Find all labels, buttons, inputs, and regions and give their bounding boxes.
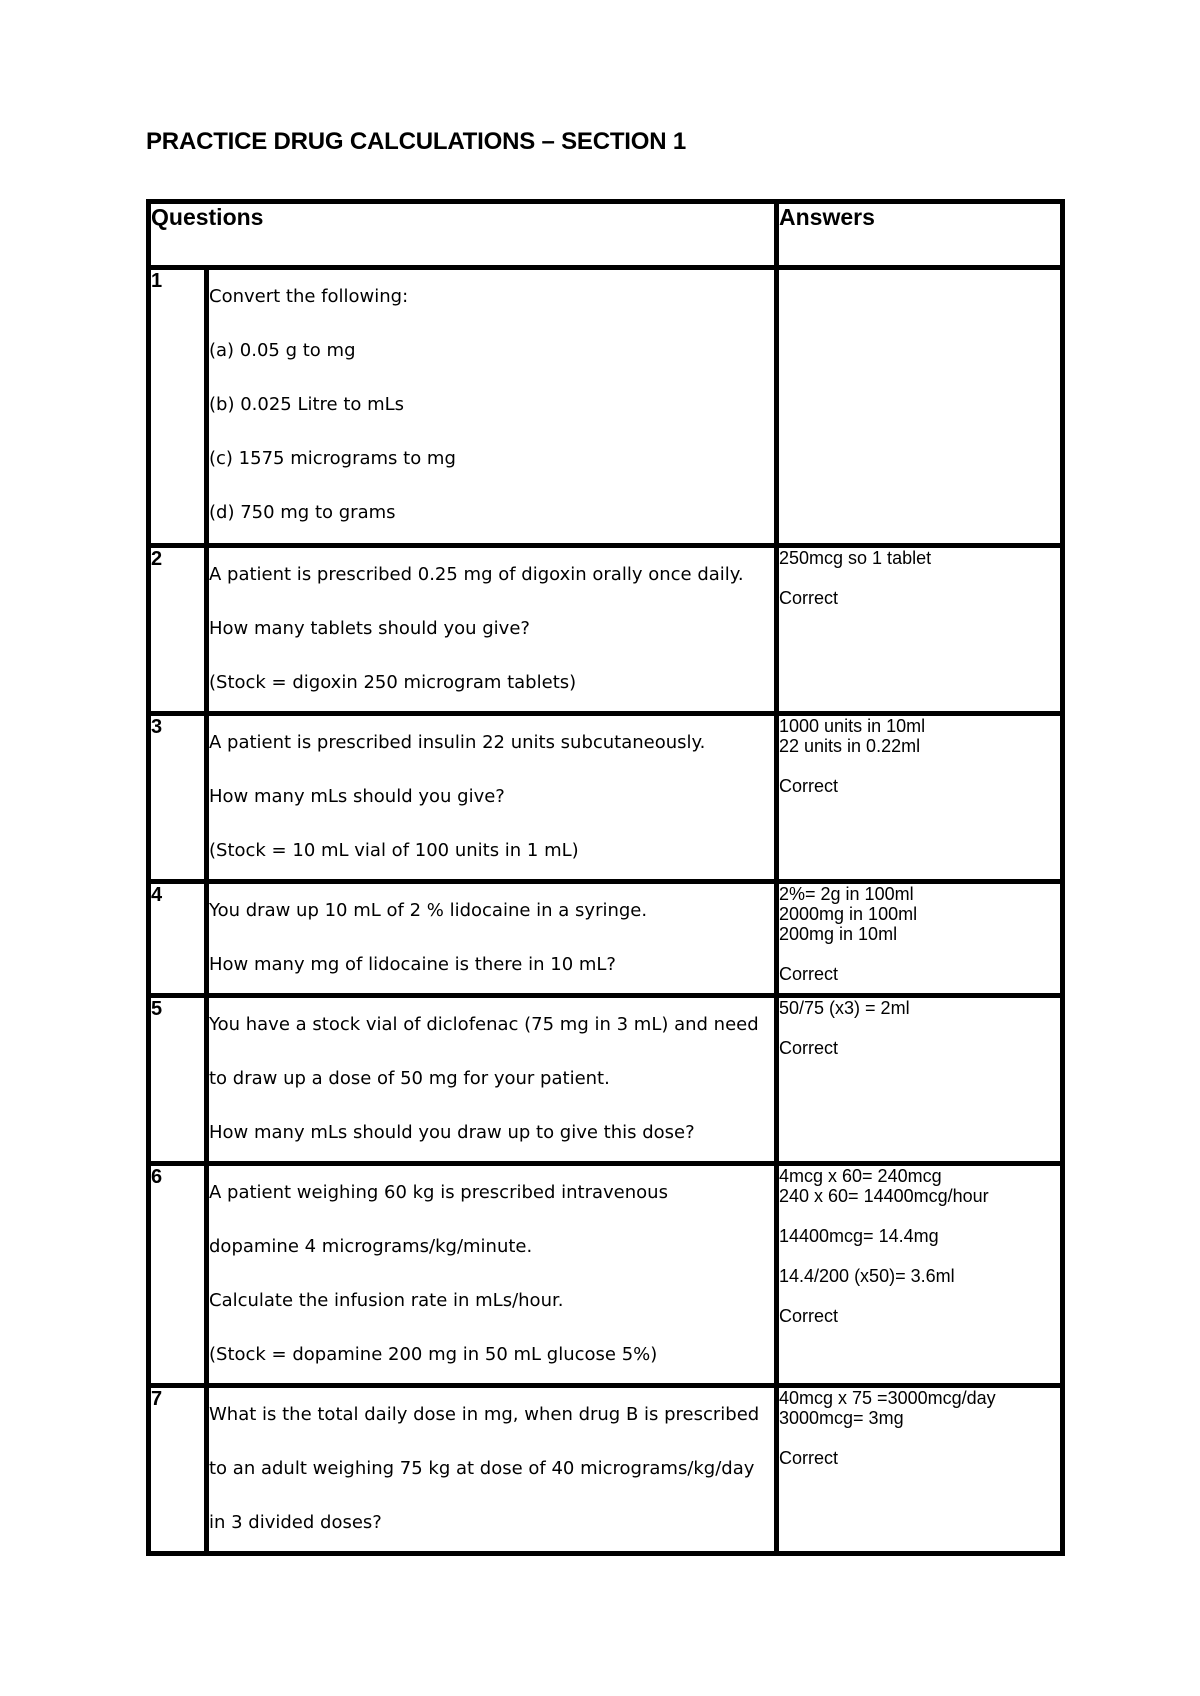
answer-cell xyxy=(777,1164,1063,1386)
question-line: How many mLs should you draw up to give this dose? xyxy=(209,1122,695,1143)
table-row xyxy=(149,882,1063,996)
question-line: You have a stock vial of diclofenac (75 mg in 3 mL) and need xyxy=(209,1014,759,1035)
question-line: (c) 1575 micrograms to mg xyxy=(209,448,456,469)
answer-line: 240 x 60= 14400mcg/hour xyxy=(779,1186,989,1206)
answers-header: Answers xyxy=(777,202,1063,268)
answer-cell xyxy=(777,996,1063,1164)
question-cell xyxy=(207,1164,777,1386)
question-cell xyxy=(207,1386,777,1554)
questions-header: Questions xyxy=(149,202,777,268)
answer-cell xyxy=(777,882,1063,996)
question-line: dopamine 4 micrograms/kg/minute. xyxy=(209,1236,533,1257)
question-number: 3 xyxy=(149,714,207,882)
question-line: How many tablets should you give? xyxy=(209,618,530,639)
answer-line: Correct xyxy=(779,588,839,608)
question-cell xyxy=(207,882,777,996)
answer-line: 14.4/200 (x50)= 3.6ml xyxy=(779,1266,955,1286)
question-line: Calculate the infusion rate in mLs/hour. xyxy=(209,1290,564,1311)
answer-line: Correct xyxy=(779,1448,839,1468)
question-line: to draw up a dose of 50 mg for your patient. xyxy=(209,1068,610,1089)
answer-line: 4mcg x 60= 240mcg xyxy=(779,1166,942,1186)
question-line: (Stock = dopamine 200 mg in 50 mL glucose 5%) xyxy=(209,1344,658,1365)
question-line: How many mg of lidocaine is there in 10 mL? xyxy=(209,954,616,975)
question-line: Convert the following: xyxy=(209,286,409,307)
question-cell xyxy=(207,996,777,1164)
question-line: (d) 750 mg to grams xyxy=(209,502,396,523)
answer-cell xyxy=(777,546,1063,714)
header-row xyxy=(149,202,1063,268)
answer-line: Correct xyxy=(779,776,839,796)
answer-line: 40mcg x 75 =3000mcg/day xyxy=(779,1388,996,1408)
question-number: 7 xyxy=(149,1386,207,1554)
questions-table xyxy=(146,199,1065,1556)
answer-cell xyxy=(777,268,1063,546)
question-line: What is the total daily dose in mg, when drug B is prescribed xyxy=(209,1404,760,1425)
question-number: 2 xyxy=(149,546,207,714)
page-title: PRACTICE DRUG CALCULATIONS – SECTION 1 xyxy=(146,128,686,155)
answer-line: 50/75 (x3) = 2ml xyxy=(779,998,910,1018)
table-row xyxy=(149,1164,1063,1386)
answer-line: 22 units in 0.22ml xyxy=(779,736,921,756)
answer-line: 2%= 2g in 100ml xyxy=(779,884,914,904)
question-line: (Stock = digoxin 250 microgram tablets) xyxy=(209,672,577,693)
question-number: 4 xyxy=(149,882,207,996)
table-row xyxy=(149,546,1063,714)
answer-line: 250mcg so 1 tablet xyxy=(779,548,932,568)
table-row xyxy=(149,714,1063,882)
question-line: A patient is prescribed insulin 22 units subcutaneously. xyxy=(209,732,706,753)
question-line: to an adult weighing 75 kg at dose of 40 micrograms/kg/day xyxy=(209,1458,755,1479)
question-number: 6 xyxy=(149,1164,207,1386)
question-line: (Stock = 10 mL vial of 100 units in 1 mL) xyxy=(209,840,579,861)
question-line: A patient weighing 60 kg is prescribed intravenous xyxy=(209,1182,668,1203)
question-line: How many mLs should you give? xyxy=(209,786,505,807)
question-number: 1 xyxy=(149,268,207,546)
question-line: (b) 0.025 Litre to mLs xyxy=(209,394,405,415)
question-line: A patient is prescribed 0.25 mg of digoxin orally once daily. xyxy=(209,564,744,585)
answer-line: Correct xyxy=(779,964,839,984)
question-cell xyxy=(207,714,777,882)
table-row xyxy=(149,1386,1063,1554)
answer-line: Correct xyxy=(779,1306,839,1326)
question-number: 5 xyxy=(149,996,207,1164)
question-cell xyxy=(207,546,777,714)
answer-cell xyxy=(777,1386,1063,1554)
question-line: (a) 0.05 g to mg xyxy=(209,340,356,361)
answer-line: 1000 units in 10ml xyxy=(779,716,926,736)
table-row xyxy=(149,996,1063,1164)
answer-line: 14400mcg= 14.4mg xyxy=(779,1226,939,1246)
answer-line: 3000mcg= 3mg xyxy=(779,1408,904,1428)
question-line: in 3 divided doses? xyxy=(209,1512,382,1533)
answer-cell xyxy=(777,714,1063,882)
answer-line: 2000mg in 100ml xyxy=(779,904,918,924)
answer-line: Correct xyxy=(779,1038,839,1058)
table-row xyxy=(149,268,1063,546)
answer-line: 200mg in 10ml xyxy=(779,924,898,944)
question-line: You draw up 10 mL of 2 % lidocaine in a syringe. xyxy=(209,900,648,921)
question-cell xyxy=(207,268,777,546)
